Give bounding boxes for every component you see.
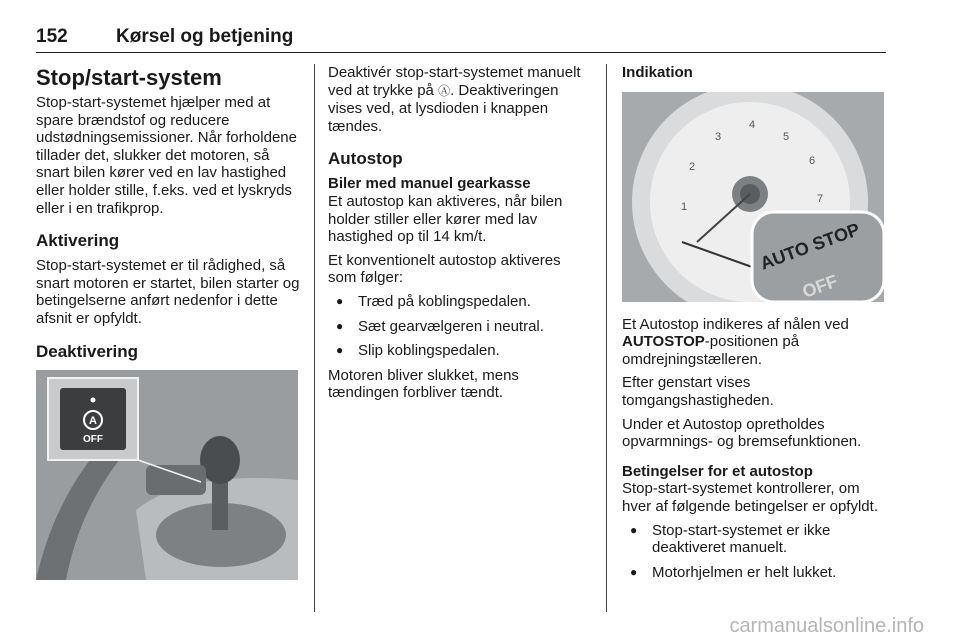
heading-indication: Indikation: [622, 64, 693, 81]
gauge-number: 7: [816, 192, 824, 205]
conventional-paragraph: Et konventionelt autostop aktiveres som følger:: [328, 251, 561, 287]
column-divider-2: [606, 64, 607, 612]
indication-paragraph: [622, 316, 888, 369]
gauge-number: 4: [748, 118, 756, 131]
heading-activation: Aktivering: [36, 231, 120, 251]
gauge-number: 3: [714, 130, 722, 143]
tachometer-illustration: [622, 92, 884, 302]
off-button-label: OFF: [83, 433, 103, 445]
list-item: ● Træd på koblingspedalen.: [328, 293, 593, 311]
gauge-number: 6: [808, 154, 816, 167]
restart-paragraph: Efter genstart vises tomgangshastigheden.: [622, 374, 774, 409]
page-number: 152: [36, 26, 68, 47]
deactivation-paragraph: [328, 64, 593, 135]
indication-bold: AUTOSTOP: [622, 333, 705, 351]
deactivation-text-a: Deaktivér stop-start-systemet manuelt ved at trykke på: [328, 64, 581, 99]
gauge-number: 5: [782, 130, 790, 143]
gauge-off-label: OFF: [799, 270, 841, 302]
page-header: [36, 26, 886, 53]
conditions-paragraph: Stop-start-systemet kontrollerer, om hver af følgende betingelser er opfyldt.: [622, 480, 878, 515]
column-3: [622, 64, 888, 588]
chapter-title: Kørsel og betjening: [116, 26, 294, 47]
gauge-auto-stop-label: AUTO STOP: [757, 218, 863, 274]
gauge-number: 1: [680, 200, 688, 213]
autostop-button-icon: Ⓐ: [438, 83, 451, 98]
column-divider-1: [314, 64, 315, 612]
gear-shifter-illustration: [36, 370, 298, 580]
column-2: [328, 64, 593, 408]
list-item: ● Motorhjelmen er helt lukket.: [622, 564, 888, 582]
tachometer-image: [622, 92, 884, 302]
list-item: ● Slip koblingspedalen.: [328, 342, 593, 360]
heading-autostop: Autostop: [328, 149, 403, 169]
list-item: ● Sæt gearvælgeren i neutral.: [328, 318, 593, 336]
indication-text-b: -positionen på omdrejningstælleren.: [622, 333, 800, 368]
maintained-paragraph: Under et Autostop opretholdes opvarmnings- og bremsefunktionen.: [622, 415, 862, 451]
activation-paragraph: Stop-start-systemet er til rådighed, så snart motoren er startet, bilen starter og betingelserne anført nedenfor i dette afsnit er opfyldt.: [36, 257, 300, 327]
column-1: [36, 64, 300, 580]
deactivation-text-b: . Deaktiveringen vises ved, at lysdioden i knappen tændes.: [328, 81, 559, 135]
svg-text:A: A: [89, 414, 97, 427]
watermark[interactable]: carmanualsonline.info: [729, 615, 924, 637]
list-item: ● Stop-start-systemet er ikke deaktiveret manuelt.: [622, 522, 888, 557]
conditions-list: [622, 522, 888, 582]
heading-conditions: Betingelser for et autostop: [622, 462, 813, 480]
result-paragraph: Motoren bliver slukket, mens tændingen forbliver tændt.: [328, 366, 519, 402]
section-title: Stop/start-system: [36, 65, 222, 90]
manual-paragraph: Et autostop kan aktiveres, når bilen holder stiller eller kører med lav hastighed op til 14 km/t.: [328, 192, 563, 246]
heading-manual-gearbox: Biler med manuel gearkasse: [328, 175, 531, 193]
indication-text-a: Et Autostop indikeres af nålen ved: [622, 315, 849, 333]
intro-paragraph: Stop-start-systemet hjælper med at spare brændstof og reducere udstødningsemissioner. Når forholdene tillader det, slukker det motoren, så snart bilen kører ved en lav hastighed eller holder stille, f.eks. ved et lyskryds eller i en trafikprop.: [36, 94, 297, 217]
gauge-number: 2: [688, 160, 696, 173]
gear-shifter-image: [36, 370, 298, 580]
heading-deactivation: Deaktivering: [36, 341, 139, 361]
steps-list: [328, 293, 593, 360]
